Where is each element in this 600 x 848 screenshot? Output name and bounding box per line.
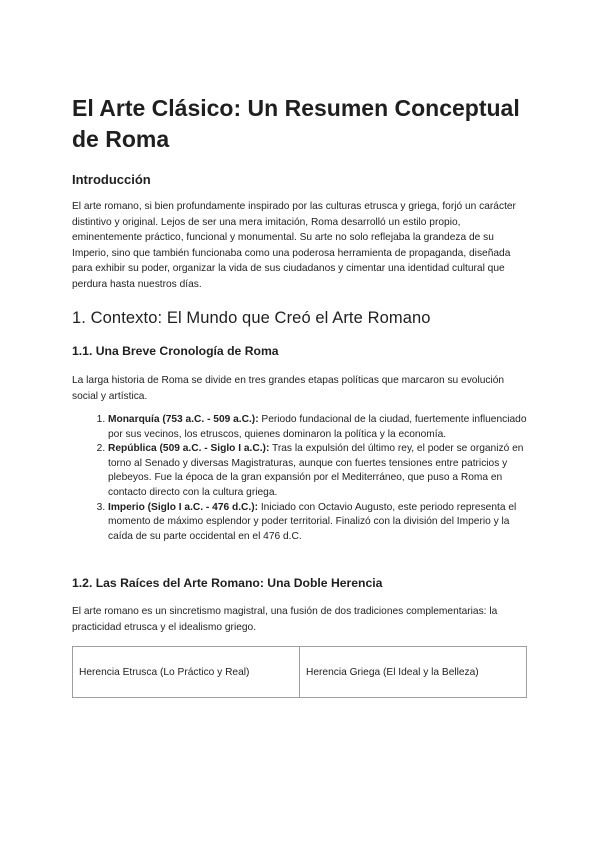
document-title: El Arte Clásico: Un Resumen Conceptual de Roma — [72, 95, 520, 152]
list-item — [108, 501, 527, 545]
list-item — [108, 442, 527, 500]
list-item-text: Periodo fundacional de la ciudad, fuertemente influenciado por sus vecinos, los etruscos, quienes dominaron la política y la economía. — [108, 414, 527, 440]
chronology-list — [72, 413, 527, 544]
intro-heading: Introducción — [72, 172, 151, 187]
section-1-heading: 1. Contexto: El Mundo que Creó el Arte Romano — [72, 309, 431, 327]
table-cell-etruscan: Herencia Etrusca (Lo Práctico y Real) — [73, 647, 300, 698]
list-item-text: Tras la expulsión del último rey, el poder se organizó en torno al Senado y diversas Magistraturas, aunque con fuertes tensiones entre patricios y plebeyos. Fue la época de la gran expansión por el Mediterráneo, que puso a Roma en contacto directo con la cultura griega. — [108, 443, 524, 498]
list-item-label: República (509 a.C. - Siglo I a.C.): — [108, 443, 270, 455]
intro-paragraph: El arte romano, si bien profundamente inspirado por las culturas etrusca y griega, forjó un carácter distintivo y original. Lejos de ser una mera imitación, Roma desarrolló un estilo propio, eminentemente práctico, funcional y monumental. Su arte no solo reflejaba la grandeza de su Imperio, sino que también funcionaba como una poderosa herramienta de propaganda, diseñada para exhibir su poder, organizar la vida de sus ciudadanos y cimentar una identidad cultural que perdura hasta nuestros días. — [72, 201, 516, 290]
table-row — [73, 647, 527, 698]
subsection-1-1-paragraph: La larga historia de Roma se divide en tres grandes etapas políticas que marcaron su evolución social y artística. — [72, 375, 505, 402]
list-item — [108, 413, 527, 442]
list-item-label: Imperio (Siglo I a.C. - 476 d.C.): — [108, 501, 259, 513]
subsection-1-2-paragraph: El arte romano es un sincretismo magistral, una fusión de dos tradiciones complementarias: la practicidad etrusca y el idealismo griego. — [72, 606, 498, 633]
subsection-1-1-heading: 1.1. Una Breve Cronología de Roma — [72, 344, 279, 358]
heritage-table — [72, 646, 527, 698]
subsection-1-2-heading: 1.2. Las Raíces del Arte Romano: Una Doble Herencia — [72, 576, 383, 590]
table-cell-greek: Herencia Griega (El Ideal y la Belleza) — [300, 647, 527, 698]
list-item-text: Iniciado con Octavio Augusto, este periodo representa el momento de máximo esplendor y poder territorial. Finalizó con la división del Imperio y la caída de su parte occidental en el 476 d.C. — [108, 501, 517, 542]
list-item-label: Monarquía (753 a.C. - 509 a.C.): — [108, 414, 259, 425]
